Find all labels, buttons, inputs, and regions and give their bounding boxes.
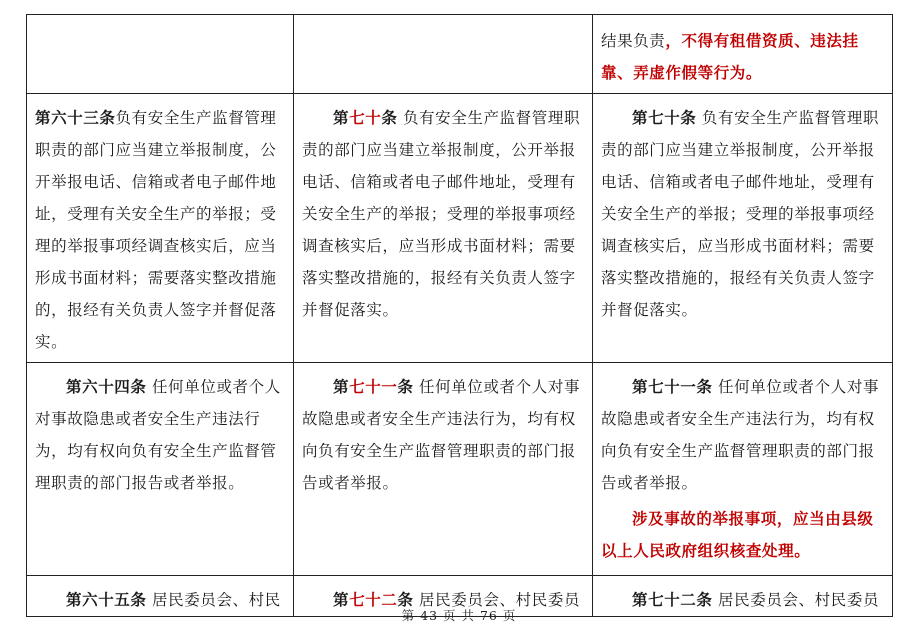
article-text: 任何单位或者个人对事故隐患或者安全生产违法行为，均有权向负有安全生产监督管理职责的部门报告或者举报。 — [601, 378, 880, 492]
cell-paragraph — [35, 102, 285, 358]
page-footer: 第 43 页 共 76 页 — [401, 608, 517, 623]
table-row — [27, 15, 893, 94]
article-number-changed: 七十 — [349, 109, 382, 127]
article-number: 第六十四条 — [66, 378, 147, 396]
cell-paragraph — [35, 371, 285, 499]
article-text: 居民委员会、村民委员 — [413, 591, 581, 609]
cell-paragraph — [601, 25, 884, 89]
cell-paragraph — [302, 102, 584, 326]
article-prefix: 第 — [333, 591, 350, 609]
cell-paragraph — [302, 371, 584, 499]
article-number: 第六十三条 — [35, 109, 116, 127]
added-text: ，不得有租借资质、违法挂靠、弄虚作假等行为。 — [601, 32, 859, 82]
table-cell-original — [27, 15, 294, 94]
comparison-table — [26, 14, 893, 617]
cell-paragraph — [601, 371, 884, 499]
table-cell-revised — [593, 94, 893, 363]
article-number: 第七十条 — [632, 109, 697, 127]
article-suffix: 条 — [397, 591, 414, 609]
article-number-changed: 七十一 — [349, 378, 398, 396]
article-number: 第七十二条 — [632, 591, 713, 609]
table-row — [27, 363, 893, 576]
article-text: 负有安全生产监督管理职责的部门应当建立举报制度，公开举报电话、信箱或者电子邮件地址，受理有关安全生产的举报；受理的举报事项经调查核实后，应当形成书面材料；需要落实整改措施的，报经有关负责人签字并督促落实。 — [601, 109, 880, 319]
table-cell-draft — [294, 94, 593, 363]
table-row — [27, 94, 893, 363]
article-prefix: 第 — [333, 109, 350, 127]
table-cell-draft — [294, 363, 593, 576]
table-cell-revised — [593, 15, 893, 94]
cell-paragraph — [601, 102, 884, 326]
article-number: 第七十一条 — [632, 378, 713, 396]
article-text: 负有安全生产监督管理职责的部门应当建立举报制度，公开举报电话、信箱或者电子邮件地址，受理有关安全生产的举报；受理的举报事项经调查核实后，应当形成书面材料；需要落实整改措施的，报经有关负责人签字并督促落实。 — [302, 109, 581, 319]
article-text: 居民委员会、村民委员 — [712, 591, 880, 609]
article-text: 居民委员会、村民 — [146, 591, 281, 609]
article-suffix: 条 — [381, 109, 398, 127]
table-cell-original — [27, 94, 294, 363]
article-suffix: 条 — [397, 378, 414, 396]
article-text: 任何单位或者个人对事故隐患或者安全生产违法行为，均有权向负有安全生产监督管理职责的部门报告或者举报。 — [302, 378, 581, 492]
article-prefix: 第 — [333, 378, 350, 396]
article-text: 负有安全生产监督管理职责的部门应当建立举报制度，公开举报电话、信箱或者电子邮件地址，受理有关安全生产的举报；受理的举报事项经调查核实后，应当形成书面材料；需要落实整改措施的，报经有关负责人签字并督促落实。 — [35, 109, 277, 351]
table-cell-draft — [294, 15, 593, 94]
added-paragraph: 涉及事故的举报事项，应当由县级以上人民政府组织核查处理。 — [601, 510, 874, 560]
article-text: 任何单位或者个人对事故隐患或者安全生产违法行为，均有权向负有安全生产监督管理职责的部门报告或者举报。 — [35, 378, 281, 492]
article-number-changed: 七十二 — [349, 591, 398, 609]
table-cell-revised — [593, 363, 893, 576]
table-cell-original — [27, 363, 294, 576]
article-number: 第六十五条 — [66, 591, 147, 609]
article-text: 结果负责 — [601, 32, 666, 50]
